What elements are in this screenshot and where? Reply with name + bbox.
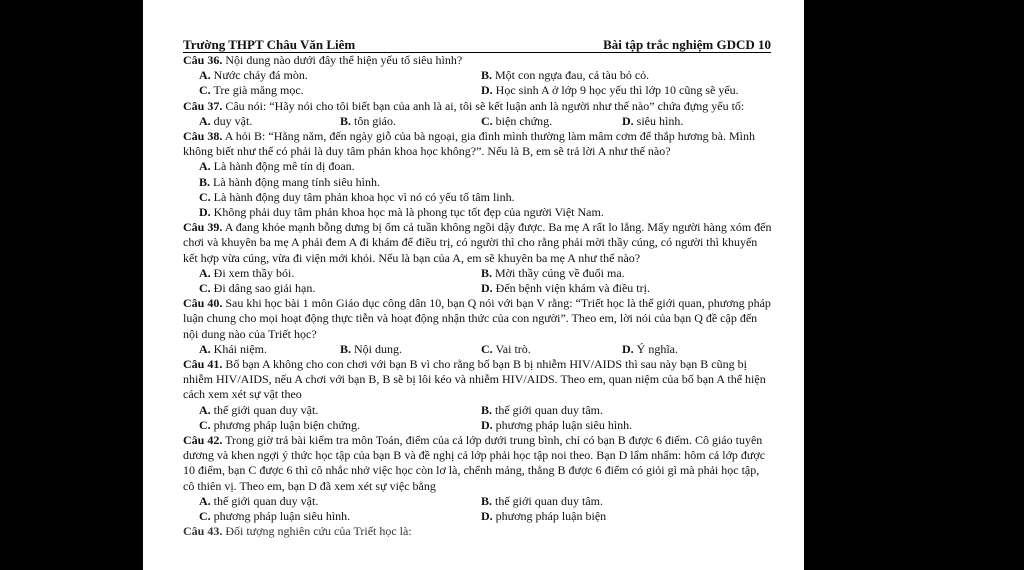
answer-option: B. thế giới quan duy tâm. [481, 493, 604, 508]
answer-option: B. Một con ngựa đau, cả tàu bỏ cỏ. [481, 68, 650, 83]
question-number: Câu 37. [183, 98, 223, 113]
question [183, 99, 773, 114]
answer-option: D. Ý nghĩa. [622, 341, 678, 356]
answer-options [183, 342, 773, 357]
question [183, 296, 773, 342]
answer-option: C. Là hành động duy tâm phản khoa học vì nó có yếu tố tâm linh. [199, 189, 515, 204]
question [183, 220, 773, 266]
question-text: Bố bạn A không cho con chơi với bạn B vì cho rằng bố bạn B bị nhiễm HIV/AIDS thì sau này bạn B cũng bị nhiễm HIV/AIDS, nếu A chơi với bạn B, B sẽ bị lôi kéo và nhiễm HIV/AIDS. Theo em, quan niệm của bố bạn A thể hiện cách xem xét sự vật theo [183, 357, 766, 402]
answer-option: C. Tre già măng mọc. [199, 83, 304, 98]
answer-option: D. siêu hình. [622, 113, 684, 128]
question [183, 53, 773, 68]
answer-option: B. Là hành động mang tính siêu hình. [199, 174, 380, 189]
question [183, 357, 773, 403]
document-page[interactable] [143, 0, 804, 570]
answer-options [183, 159, 773, 220]
question-number: Câu 39. [183, 220, 223, 235]
answer-option: A. thế giới quan duy vật. [199, 402, 319, 417]
question-list [183, 53, 773, 540]
question-number: Câu 43. [183, 524, 223, 539]
answer-options [183, 403, 773, 433]
answer-option: C. biện chứng. [481, 113, 553, 128]
answer-option: C. Đi dâng sao giải hạn. [199, 281, 316, 296]
answer-options [183, 114, 773, 129]
answer-option: D. Đến bệnh viện khám và điều trị. [481, 281, 650, 296]
question [183, 524, 773, 539]
answer-option: B. Mời thầy cúng về đuổi ma. [481, 265, 625, 280]
answer-option: B. Nội dung. [340, 341, 403, 356]
answer-option: C. phương pháp luận siêu hình. [199, 509, 351, 524]
document-title: Bài tập trắc nghiệm GDCD 10 [603, 37, 771, 52]
answer-option: B. tôn giáo. [340, 113, 397, 128]
question-text: A hỏi B: “Hằng năm, đến ngày giỗ của bà ngoại, gia đình mình thường làm mâm cơm để thắp hương bà. Mình không biết như thế có phải là duy tâm phản khoa học không?”. Nếu là B, em sẽ trả lời A như thế nào? [183, 129, 755, 159]
question-number: Câu 40. [183, 296, 223, 311]
page-header [183, 37, 771, 53]
answer-option: D. Không phải duy tâm phản khoa học mà là phong tục tốt đẹp của người Việt Nam. [199, 205, 604, 220]
answer-option: B. thế giới quan duy tâm. [481, 402, 604, 417]
answer-option: C. Vai trò. [481, 341, 531, 356]
school-name: Trường THPT Châu Văn Liêm [183, 37, 356, 52]
question-number: Câu 38. [183, 129, 223, 144]
answer-option: A. Khái niệm. [199, 341, 267, 356]
question-number: Câu 41. [183, 357, 223, 372]
answer-options [183, 68, 773, 98]
answer-option: D. phương pháp luận siêu hình. [481, 417, 633, 432]
question-text: Câu nói: “Hãy nói cho tôi biết bạn của anh là ai, tôi sẽ kết luận anh là người như thế nào” chứa đựng yếu tố: [225, 98, 745, 113]
question [183, 433, 773, 494]
question-number: Câu 42. [183, 433, 223, 448]
answer-option: A. thế giới quan duy vật. [199, 493, 319, 508]
answer-option: A. Đi xem thầy bói. [199, 265, 295, 280]
question-number: Câu 36. [183, 53, 223, 67]
answer-option: D. Học sinh A ở lớp 9 học yếu thì lớp 10 cũng sẽ yếu. [481, 83, 739, 98]
question [183, 129, 773, 159]
question-text: Trong giờ trả bài kiểm tra môn Toán, điểm của cả lớp dưới trung bình, chỉ có bạn B được 6 điểm. Cô giáo tuyên dương và khen ngợi ý thức học tập của bạn B và đề nghị cả lớp phải học tập noi theo. Bạn D lẩm nhẩm: hôm cả lớp được 10 điểm, bạn C được 6 thì cô nhắc nhở việc học còn lơ là, chểnh mảng, thằng B được 6 điểm có giỏi gì mà phải học tập, cô thiên vị. Theo em, bạn D đã xem xét sự việc bằng [183, 433, 766, 493]
answer-option: A. Là hành động mê tín dị đoan. [199, 159, 355, 174]
answer-option: D. phương pháp luận biện [481, 509, 607, 524]
answer-options [183, 266, 773, 296]
answer-option: C. phương pháp luận biện chứng. [199, 417, 360, 432]
answer-option: A. Nước chảy đá mòn. [199, 68, 308, 83]
question-text: Sau khi học bài 1 môn Giáo dục công dân 10, bạn Q nói với bạn V rằng: “Triết học là thế giới quan, phương pháp luận chung cho mọi hoạt động thực tiễn và hoạt động nhận thức của con người”. Theo em, lời nói của bạn Q đề cập đến nội dung nào của Triết học? [183, 296, 771, 341]
question-text: Nội dung nào dưới đây thể hiện yếu tố siêu hình? [225, 53, 463, 67]
question-text: A đang khỏe mạnh bỗng dưng bị ốm cả tuần không ngồi dậy được. Ba mẹ A rất lo lắng. Mấy người hàng xóm đến chơi và khuyên ba mẹ A phải đem A đi khám để điều trị, có người thì cho rằng phải mời thầy cúng, có người thì khuyến kết hợp vừa cúng, vừa đi viện mới khỏi. Nếu là bạn của A, em sẽ khuyên ba mẹ A như thế nào? [183, 220, 772, 265]
question-text: Đối tượng nghiên cứu của Triết học là: [225, 524, 412, 539]
answer-option: A. duy vật. [199, 113, 253, 128]
answer-options [183, 494, 773, 524]
